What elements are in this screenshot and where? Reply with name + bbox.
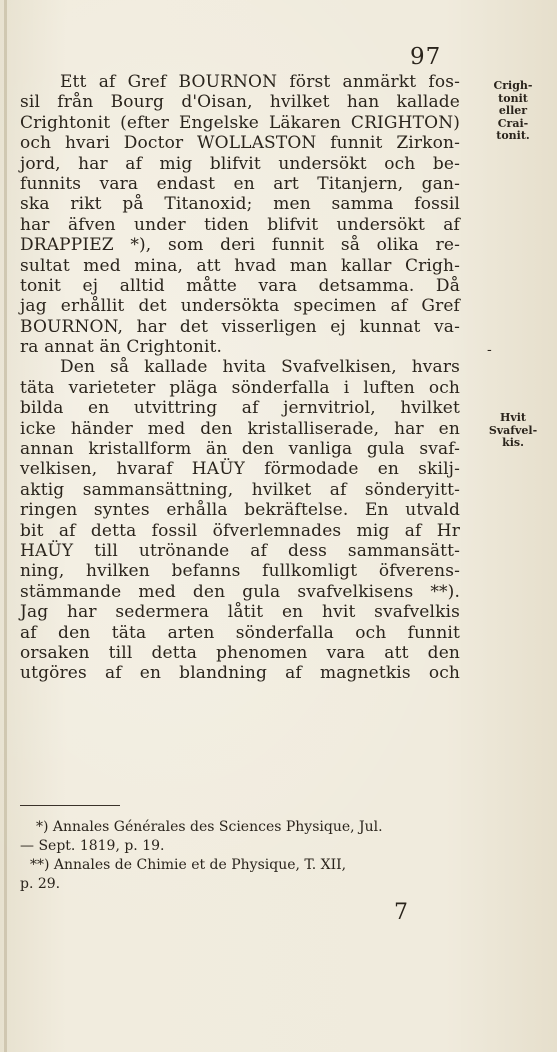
footnote-rule [20, 805, 120, 806]
body-line: HAÜY till utrönande af dess sammansätt- [20, 540, 460, 561]
margin-note-line: Hvit [499, 411, 527, 424]
body-line: sultat med mina, att hvad man kallar Crigh- [20, 255, 460, 276]
footnote-line: p. 29. [20, 876, 61, 892]
footnote-line: **) Annales de Chimie et de Physique, T. XII, [30, 857, 347, 873]
margin-note-line: Crai- [497, 116, 529, 130]
footnote-line: — Sept. 1819, p. 19. [20, 838, 165, 854]
body-line: funnits vara endast en art Titanjern, gan- [20, 173, 460, 194]
page-number: 97 [410, 44, 442, 70]
body-line: icke händer med den kristalliserade, har en [20, 418, 460, 439]
body-line: annan kristallform än den vanliga gula svaf- [20, 439, 460, 460]
body-line: ska rikt på Titanoxid; men samma fossil [20, 194, 460, 215]
body-text [20, 72, 460, 684]
body-line: aktig sammansättning, hvilket af sönderyitt- [20, 479, 460, 500]
body-line: och hvari Doctor WOLLASTON funnit Zirkon- [20, 133, 460, 154]
body-line: har äfven under tiden blifvit undersökt af [20, 214, 460, 235]
margin-note-hvit-svafvelkis [470, 412, 556, 450]
body-line: velkisen, hvaraf HAÜY förmodade en skilj- [20, 459, 460, 480]
body-line: bit af detta fossil öfverlemnades mig af Hr [20, 520, 460, 541]
body-line: jag erhållit det undersökta specimen af Gref [20, 296, 460, 317]
body-line: jord, har af mig blifvit undersökt och be- [20, 153, 460, 174]
body-line: af den täta arten sönderfalla och funnit [20, 622, 460, 643]
body-line: utgöres af en blandning af magnetkis och [20, 663, 460, 684]
footnotes [20, 818, 460, 894]
footnote-line: *) Annales Générales des Sciences Physique, Jul. [36, 819, 383, 835]
margin-note-line: eller [498, 104, 528, 117]
margin-note-line: Crigh- [493, 79, 533, 92]
body-line: stämmande med den gula svafvelkisens **). [20, 581, 460, 602]
margin-note-line: kis. [502, 436, 524, 449]
margin-note-line: Svafvel- [488, 423, 538, 437]
body-line: orsaken till detta phenomen vara att den [20, 642, 460, 663]
body-line: täta varieteter pläga sönderfalla i luften och [20, 377, 460, 398]
body-line: Den så kallade hvita Svafvelkisen, hvars [60, 357, 460, 378]
margin-note-crightonit [470, 80, 556, 143]
body-line: ringen syntes erhålla bekräftelse. En utvald [20, 500, 460, 521]
body-line: sil från Bourg d'Oisan, hvilket han kallade [20, 92, 460, 113]
signature-mark: 7 [394, 900, 408, 925]
body-line: Crightonit (efter Engelske Läkaren CRIGHTON) [20, 112, 460, 133]
margin-dash: - [487, 342, 492, 358]
margin-note-line: tonit. [496, 129, 530, 142]
margin-note-line: tonit [498, 91, 528, 105]
body-line: DRAPPIEZ *), som deri funnit så olika re- [20, 235, 460, 256]
body-line: ning, hvilken befanns fullkomligt öfverens- [20, 561, 460, 582]
body-line: BOURNON, har det visserligen ej kunnat va- [20, 316, 460, 337]
body-line: Jag har sedermera låtit en hvit svafvelkis [20, 602, 460, 623]
body-line: bilda en utvittring af jernvitriol, hvilket [20, 398, 460, 419]
body-line: ra annat än Crightonit. [20, 337, 223, 358]
body-line: Ett af Gref BOURNON först anmärkt fos- [60, 72, 460, 92]
body-line: tonit ej alltid måtte vara detsamma. Då [20, 275, 460, 296]
page-gutter [4, 0, 7, 1052]
